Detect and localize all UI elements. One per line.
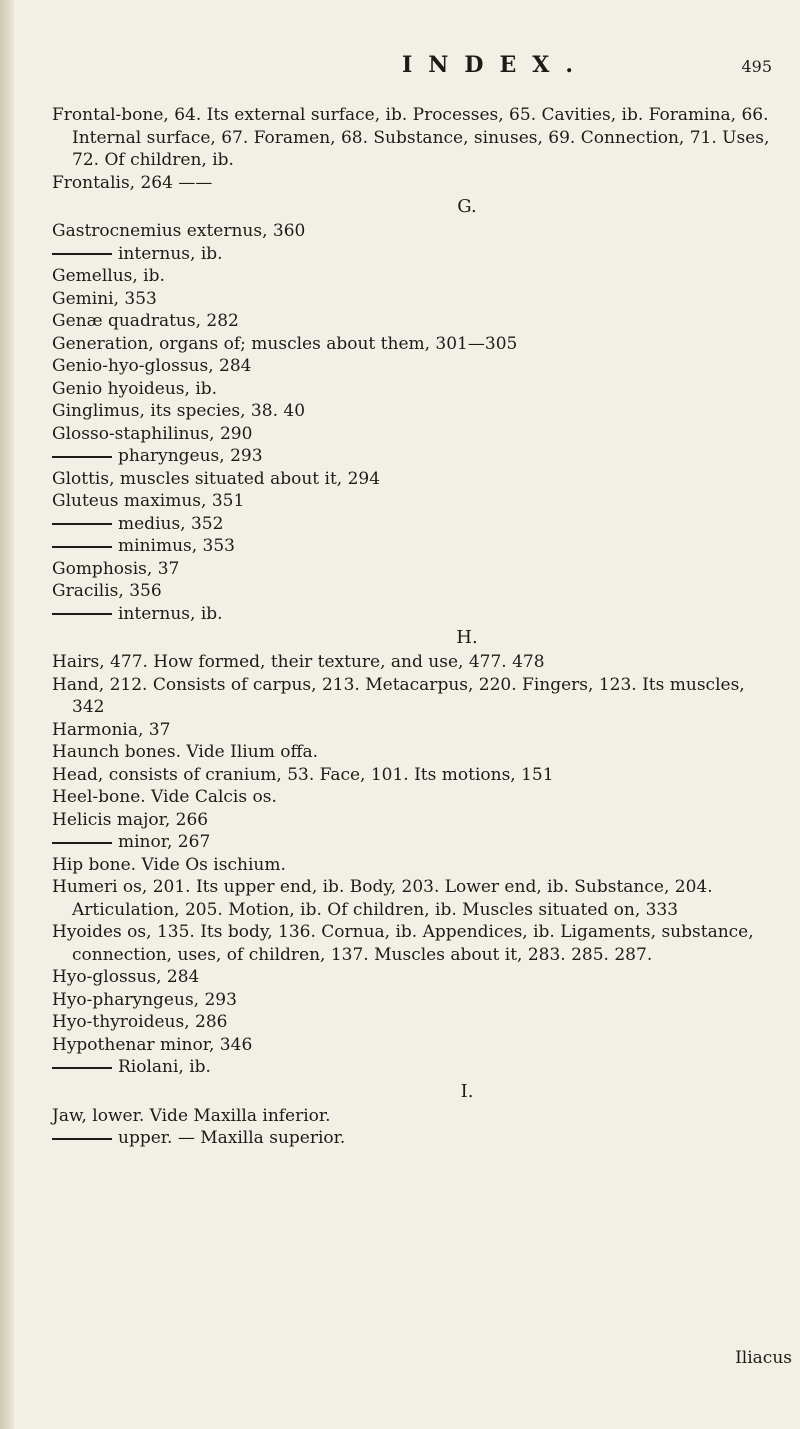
index-entry (52, 921, 772, 966)
index-entry (52, 719, 772, 742)
entry-text: Harmonia, 37 (52, 719, 171, 740)
index-sections (52, 104, 772, 1150)
entry-text: Helicis major, 266 (52, 809, 209, 830)
section-letter: H. (456, 627, 478, 648)
entry-text: Haunch bones. Vide Ilium offa. (52, 742, 319, 762)
index-entry (52, 400, 772, 423)
entry-text: Jaw, lower. Vide Maxilla inferior. (52, 1105, 331, 1126)
index-entry (52, 674, 772, 719)
entry-text: minimus, 353 (118, 536, 235, 556)
entry-text: pharyngeus, 293 (118, 446, 263, 466)
entry-text: internus, ib. (118, 243, 223, 264)
index-entry (52, 741, 772, 764)
entry-text: Riolani, ib. (118, 1057, 211, 1077)
entry-text: Gastrocnemius externus, 360 (52, 221, 306, 241)
entry-text: internus, ib. (118, 603, 223, 624)
index-entry (52, 786, 772, 809)
entry-text: Hyo-glossus, 284 (52, 967, 200, 987)
index-entry (52, 104, 772, 172)
entry-text: Hyo-pharyngeus, 293 (52, 989, 237, 1010)
ditto-dash (52, 523, 112, 525)
ditto-dash (52, 613, 112, 615)
index-entry (52, 288, 772, 311)
index-entry (52, 513, 772, 536)
section-letter: G. (457, 196, 477, 217)
ditto-dash (52, 1067, 112, 1069)
index-page (52, 52, 772, 1150)
index-entry (52, 333, 772, 356)
entry-text: Hyoides os, 135. Its body, 136. Cornua, ib. Appendices, ib. Ligaments, substance, connection, uses, of children, 137. Muscles about it, 283. 285. 287. (52, 922, 754, 965)
entry-text: Gluteus maximus, 351 (52, 491, 245, 511)
entry-text: Hyo-thyroideus, 286 (52, 1012, 228, 1032)
index-entry (52, 966, 772, 989)
entry-text: Genio-hyo-glossus, 284 (52, 356, 252, 376)
index-entry (52, 764, 772, 787)
index-entry (52, 603, 772, 626)
index-entry (52, 1105, 772, 1128)
ditto-dash (52, 546, 112, 548)
entry-text: Generation, organs of; muscles about them, 301—305 (52, 333, 518, 354)
index-entry (52, 355, 772, 378)
entry-text: Glosso-staphilinus, 290 (52, 423, 253, 444)
index-entry (52, 1056, 772, 1079)
index-entry (52, 445, 772, 468)
entry-text: Gomphosis, 37 (52, 558, 180, 579)
index-entry (52, 378, 772, 401)
ditto-dash (52, 1138, 112, 1140)
ditto-dash (52, 456, 112, 458)
index-entry (52, 468, 772, 491)
ditto-dash (52, 253, 112, 255)
entry-text: Genæ quadratus, 282 (52, 311, 239, 331)
index-entry (52, 558, 772, 581)
entry-text: minor, 267 (118, 832, 211, 852)
index-entry (52, 423, 772, 446)
index-entry (52, 876, 772, 921)
index-entry (52, 490, 772, 513)
entry-text: Hairs, 477. How formed, their texture, and use, 477. 478 (52, 652, 545, 672)
page-title: INDEX. (402, 52, 589, 78)
index-entry (52, 310, 772, 333)
entry-text: Humeri os, 201. Its upper end, ib. Body, 203. Lower end, ib. Substance, 204. Articulation, 205. Motion, ib. Of children, ib. Muscles situated on, 333 (52, 877, 713, 920)
entry-text: Frontalis, 264 —— (52, 172, 213, 193)
index-entry (52, 651, 772, 674)
index-entry (52, 265, 772, 288)
entry-text: Ginglimus, its species, 38. 40 (52, 401, 306, 421)
entry-text: Genio hyoideus, ib. (52, 378, 218, 399)
entry-text: Gemini, 353 (52, 288, 157, 309)
index-entry (52, 580, 772, 603)
entry-text: Gracilis, 356 (52, 581, 162, 601)
entry-text: upper. — Maxilla superior. (118, 1128, 346, 1148)
index-entry (52, 989, 772, 1012)
index-entry (52, 1127, 772, 1150)
entry-text: medius, 352 (118, 513, 224, 534)
index-entry (52, 854, 772, 877)
running-head (52, 52, 772, 104)
catchword: Iliacus (735, 1348, 792, 1368)
ditto-dash (52, 842, 112, 844)
section-letter: I. (460, 1080, 474, 1102)
index-entry (52, 831, 772, 854)
index-entry (52, 809, 772, 832)
index-entry (52, 535, 772, 558)
index-entry (52, 243, 772, 266)
entry-text: Hypothenar minor, 346 (52, 1034, 253, 1055)
entry-text: Hip bone. Vide Os ischium. (52, 854, 286, 875)
entry-text: Frontal-bone, 64. Its external surface, ib. Processes, 65. Cavities, ib. Foramina, 66. Internal surface, 67. Foramen, 68. Substance, sinuses, 69. Connection, 71. Uses, 72. Of children, ib. (52, 105, 770, 170)
index-entry (52, 1034, 772, 1057)
index-entry (52, 1011, 772, 1034)
entry-text: Head, consists of cranium, 53. Face, 101. Its motions, 151 (52, 764, 554, 785)
entry-text: Hand, 212. Consists of carpus, 213. Metacarpus, 220. Fingers, 123. Its muscles, 342 (52, 674, 745, 717)
entry-text: Gemellus, ib. (52, 266, 165, 286)
page-number: 495 (741, 57, 772, 76)
page-binding-edge (0, 0, 14, 1429)
entry-text: Glottis, muscles situated about it, 294 (52, 468, 381, 489)
entry-text: Heel-bone. Vide Calcis os. (52, 787, 277, 807)
index-entry (52, 220, 772, 243)
index-entry (52, 172, 772, 195)
